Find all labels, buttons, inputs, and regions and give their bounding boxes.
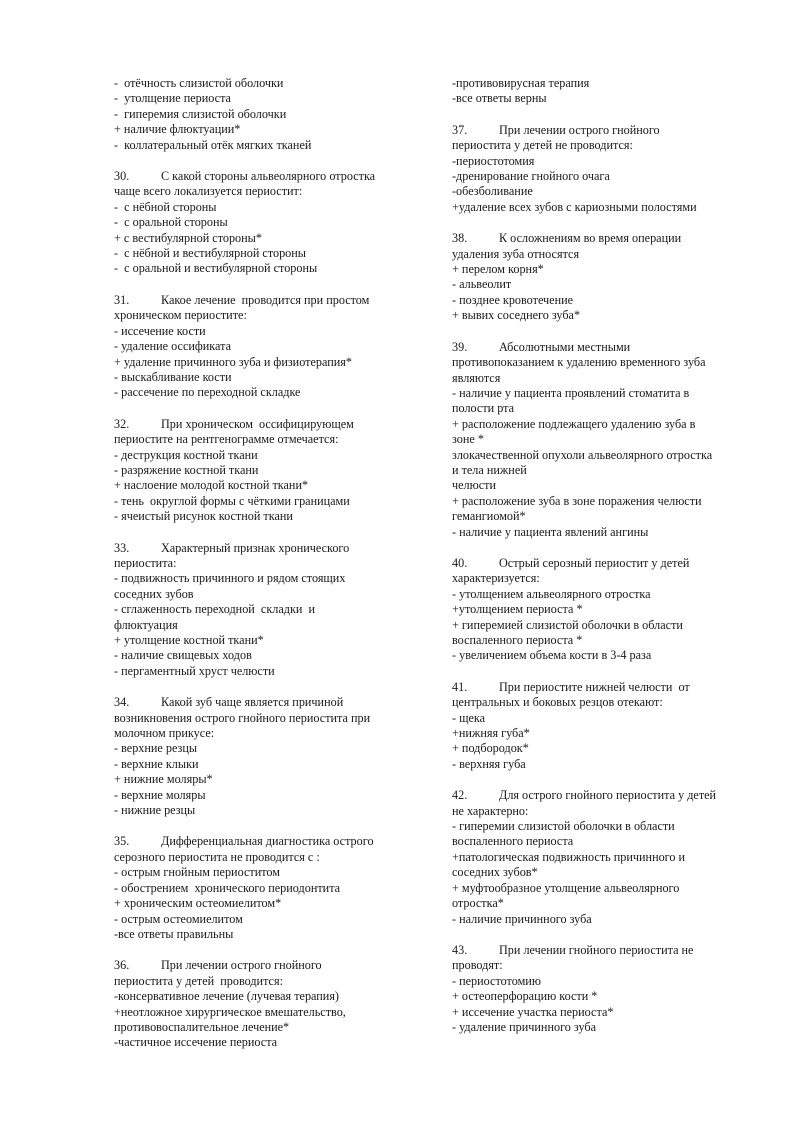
answer-option: - иссечение кости bbox=[114, 323, 206, 338]
question-block bbox=[114, 169, 414, 277]
question-block bbox=[452, 680, 752, 772]
question-block bbox=[452, 556, 752, 664]
answer-option: + наличие флюктуации* bbox=[114, 122, 241, 137]
question-block bbox=[114, 417, 414, 525]
question-text: периостита у детей не проводится: bbox=[452, 138, 633, 153]
answer-option: флюктуация bbox=[114, 617, 178, 632]
question-number: 38. bbox=[452, 231, 468, 246]
question-block bbox=[452, 231, 752, 323]
question-text: При лечении гнойного периостита не bbox=[499, 942, 694, 957]
answer-option: - острым гнойным периоститом bbox=[114, 865, 280, 880]
answer-option: полости рта bbox=[452, 401, 515, 416]
answer-option: - ячеистый рисунок костной ткани bbox=[114, 509, 293, 524]
answer-option: - рассечение по переходной складке bbox=[114, 385, 301, 400]
question-text: центральных и боковых резцов отекают: bbox=[452, 695, 663, 710]
question-text: При хроническом оссифицирующем bbox=[161, 416, 354, 431]
question-text-line bbox=[452, 804, 752, 819]
question-number: 40. bbox=[452, 555, 468, 570]
question-text-line bbox=[114, 958, 414, 973]
question-text: хроническом периостите: bbox=[114, 308, 247, 323]
question-text-line bbox=[452, 556, 752, 571]
answer-option: + наслоение молодой костной ткани* bbox=[114, 478, 309, 493]
question-text: характеризуется: bbox=[452, 571, 540, 586]
question-text: Дифференциальная диагностика острого bbox=[161, 834, 374, 849]
answer-option: + расположение подлежащего удалению зуба в bbox=[452, 416, 696, 431]
answer-option: - с нёбной стороны bbox=[114, 199, 217, 214]
question-number: 34. bbox=[114, 695, 130, 710]
answer-option: + с вестибулярной стороны* bbox=[114, 230, 262, 245]
question-text-line bbox=[114, 556, 414, 571]
answer-option: гемангиомой* bbox=[452, 509, 526, 524]
question-number: 35. bbox=[114, 834, 130, 849]
question-block bbox=[452, 788, 752, 927]
question-text: Для острого гнойного периостита у детей bbox=[499, 788, 717, 803]
answer-option: + хроническим остеомиелитом* bbox=[114, 896, 282, 911]
answer-option: -консервативное лечение (лучевая терапия) bbox=[114, 989, 339, 1004]
question-text: С какой стороны альвеолярного отростка bbox=[161, 169, 376, 184]
answer-option: + муфтообразное утолщение альвеолярного bbox=[452, 880, 680, 895]
answer-option: + вывих соседнего зуба* bbox=[452, 308, 581, 323]
left-column bbox=[114, 76, 414, 1067]
question-number: 31. bbox=[114, 292, 130, 307]
question-continuation bbox=[452, 76, 752, 107]
answer-option: + удаление причинного зуба и физиотерапия* bbox=[114, 354, 352, 369]
question-text-line bbox=[452, 680, 752, 695]
answer-option: - с оральной стороны bbox=[114, 215, 228, 230]
question-text: Какое лечение проводится при простом bbox=[161, 292, 370, 307]
answer-option: соседних зубов bbox=[114, 586, 194, 601]
question-text: удаления зуба относятся bbox=[452, 246, 580, 261]
question-text: К осложнениям во время операции bbox=[499, 231, 682, 246]
answer-option: - разряжение костной ткани bbox=[114, 462, 259, 477]
question-text-line bbox=[452, 123, 752, 138]
question-text: молочном прикусе: bbox=[114, 726, 215, 741]
question-text-line bbox=[452, 571, 752, 586]
question-number: 42. bbox=[452, 788, 468, 803]
question-text: Характерный признак хронического bbox=[161, 540, 350, 555]
right-column bbox=[452, 76, 752, 1051]
answer-option: + гиперемией слизистой оболочки в области bbox=[452, 617, 683, 632]
question-text-line bbox=[114, 850, 414, 865]
question-number: 32. bbox=[114, 416, 130, 431]
answer-option: +нижняя губа* bbox=[452, 726, 530, 741]
answer-option: +неотложное хирургическое вмешательство, bbox=[114, 1004, 346, 1019]
question-text-line bbox=[114, 711, 414, 726]
question-text: периостита у детей проводится: bbox=[114, 973, 283, 988]
answer-option: + подбородок* bbox=[452, 741, 529, 756]
question-text: периостите на рентгенограмме отмечается: bbox=[114, 432, 339, 447]
question-text-line bbox=[114, 974, 414, 989]
answer-option: - нижние резцы bbox=[114, 803, 196, 818]
question-text-line bbox=[452, 340, 752, 355]
answer-option: и тела нижней bbox=[452, 462, 527, 477]
question-text-line bbox=[114, 432, 414, 447]
answer-option: - увеличением объема кости в 3-4 раза bbox=[452, 648, 652, 663]
question-block bbox=[114, 695, 414, 818]
question-block bbox=[114, 293, 414, 401]
answer-option: - тень округлой формы с чёткими границами bbox=[114, 493, 350, 508]
answer-option: + перелом корня* bbox=[452, 262, 544, 277]
question-text: Какой зуб чаще является причиной bbox=[161, 695, 344, 710]
question-text-line bbox=[114, 293, 414, 308]
question-text: серозного периостита не проводится с : bbox=[114, 849, 320, 864]
question-number: 30. bbox=[114, 169, 130, 184]
question-text-line bbox=[452, 958, 752, 973]
question-text-line bbox=[114, 541, 414, 556]
question-text: не характерно: bbox=[452, 803, 529, 818]
answer-option: - сглаженность переходной складки и bbox=[114, 602, 315, 617]
answer-option: - верхние резцы bbox=[114, 741, 198, 756]
question-text-line bbox=[114, 308, 414, 323]
question-text: возникновения острого гнойного периостита при bbox=[114, 710, 371, 725]
answer-option: + иссечение участка периоста* bbox=[452, 1004, 614, 1019]
answer-option: - удаление причинного зуба bbox=[452, 1019, 597, 1034]
answer-option: - отёчность слизистой оболочки bbox=[114, 76, 284, 90]
answer-option: +утолщением периоста * bbox=[452, 602, 583, 617]
answer-option: - наличие у пациента проявлений стоматита в bbox=[452, 385, 690, 400]
question-block bbox=[452, 943, 752, 1035]
question-text-line bbox=[114, 726, 414, 741]
question-text: При лечении острого гнойного bbox=[161, 958, 322, 973]
question-continuation bbox=[114, 76, 414, 153]
answer-option: -частичное иссечение периоста bbox=[114, 1035, 278, 1050]
answer-option: + остеоперфорацию кости * bbox=[452, 989, 598, 1004]
question-number: 43. bbox=[452, 942, 468, 957]
answer-option: -все ответы правильны bbox=[114, 926, 234, 941]
answer-option: - удаление оссификата bbox=[114, 339, 232, 354]
question-text-line bbox=[452, 355, 752, 370]
answer-option: - подвижность причинного и рядом стоящих bbox=[114, 571, 346, 586]
answer-option: злокачественной опухоли альвеолярного отростка bbox=[452, 447, 713, 462]
question-text-line bbox=[114, 417, 414, 432]
question-text-line bbox=[452, 138, 752, 153]
answer-option: - выскабливание кости bbox=[114, 369, 232, 384]
answer-option: +удаление всех зубов с кариозными полостями bbox=[452, 199, 697, 214]
question-block bbox=[452, 340, 752, 540]
answer-option: -противовирусная терапия bbox=[452, 76, 590, 90]
answer-option: зоне * bbox=[452, 432, 484, 447]
question-text-line bbox=[452, 371, 752, 386]
answer-option: - пергаментный хруст челюсти bbox=[114, 663, 275, 678]
answer-option: - наличие у пациента явлений ангины bbox=[452, 524, 649, 539]
answer-option: - альвеолит bbox=[452, 277, 512, 292]
question-text-line bbox=[114, 834, 414, 849]
answer-option: - обострением хронического периодонтита bbox=[114, 880, 341, 895]
question-text: Абсолютными местными bbox=[499, 339, 631, 354]
answer-option: воспаленного периоста * bbox=[452, 633, 583, 647]
question-number: 41. bbox=[452, 679, 468, 694]
answer-option: -обезболивание bbox=[452, 184, 533, 199]
question-text-line bbox=[114, 184, 414, 199]
question-text: При периостите нижней челюсти от bbox=[499, 679, 690, 694]
answer-option: соседних зубов* bbox=[452, 865, 538, 880]
answer-option: отростка* bbox=[452, 896, 504, 911]
answer-option: - позднее кровотечение bbox=[452, 292, 574, 307]
question-block bbox=[114, 541, 414, 680]
answer-option: -дренирование гнойного очага bbox=[452, 169, 610, 184]
answer-option: - наличие свищевых ходов bbox=[114, 648, 252, 663]
answer-option: - деструкция костной ткани bbox=[114, 447, 258, 462]
question-number: 36. bbox=[114, 958, 130, 973]
question-text-line bbox=[452, 231, 752, 246]
answer-option: +патологическая подвижность причинного и bbox=[452, 849, 686, 864]
answer-option: - периостотомию bbox=[452, 973, 541, 988]
question-block bbox=[114, 834, 414, 942]
answer-option: - утолщением альвеолярного отростка bbox=[452, 586, 651, 601]
answer-option: - с нёбной и вестибулярной стороны bbox=[114, 246, 306, 261]
answer-option: - утолщение периоста bbox=[114, 91, 231, 106]
answer-option: - коллатеральный отёк мягких тканей bbox=[114, 137, 312, 152]
question-text-line bbox=[452, 247, 752, 262]
answer-option: - гиперемии слизистой оболочки в области bbox=[452, 819, 675, 834]
question-number: 33. bbox=[114, 540, 130, 555]
question-number: 39. bbox=[452, 339, 468, 354]
question-text-line bbox=[452, 695, 752, 710]
answer-option: - гиперемия слизистой оболочки bbox=[114, 106, 287, 121]
answer-option: - щека bbox=[452, 710, 486, 725]
question-text-line bbox=[452, 943, 752, 958]
question-block bbox=[452, 123, 752, 215]
question-text: При лечении острого гнойного bbox=[499, 122, 660, 137]
answer-option: противовоспалительное лечение* bbox=[114, 1019, 290, 1034]
answer-option: -все ответы верны bbox=[452, 91, 547, 106]
answer-option: - наличие причинного зуба bbox=[452, 911, 592, 926]
question-text-line bbox=[114, 169, 414, 184]
answer-option: - острым остеомиелитом bbox=[114, 911, 243, 926]
answer-option: - с оральной и вестибулярной стороны bbox=[114, 261, 318, 276]
question-text-line bbox=[452, 788, 752, 803]
question-block bbox=[114, 958, 414, 1050]
answer-option: челюсти bbox=[452, 478, 496, 493]
question-text: проводят: bbox=[452, 958, 503, 973]
question-text-line bbox=[114, 695, 414, 710]
answer-option: + утолщение костной ткани* bbox=[114, 633, 264, 647]
answer-option: -периостотомия bbox=[452, 153, 535, 168]
question-text: являются bbox=[452, 370, 501, 385]
answer-option: воспаленного периоста bbox=[452, 834, 574, 849]
question-text: Острый серозный периостит у детей bbox=[499, 555, 690, 570]
question-text: периостита: bbox=[114, 555, 177, 570]
answer-option: - верхняя губа bbox=[452, 756, 526, 771]
answer-option: + расположение зуба в зоне поражения челюсти bbox=[452, 493, 702, 508]
question-text: противопоказанием к удалению временного зуба bbox=[452, 355, 706, 370]
answer-option: - верхние моляры bbox=[114, 787, 206, 802]
question-number: 37. bbox=[452, 122, 468, 137]
question-text: чаще всего локализуется периостит: bbox=[114, 184, 303, 199]
answer-option: - верхние клыки bbox=[114, 756, 199, 771]
answer-option: + нижние моляры* bbox=[114, 772, 213, 787]
